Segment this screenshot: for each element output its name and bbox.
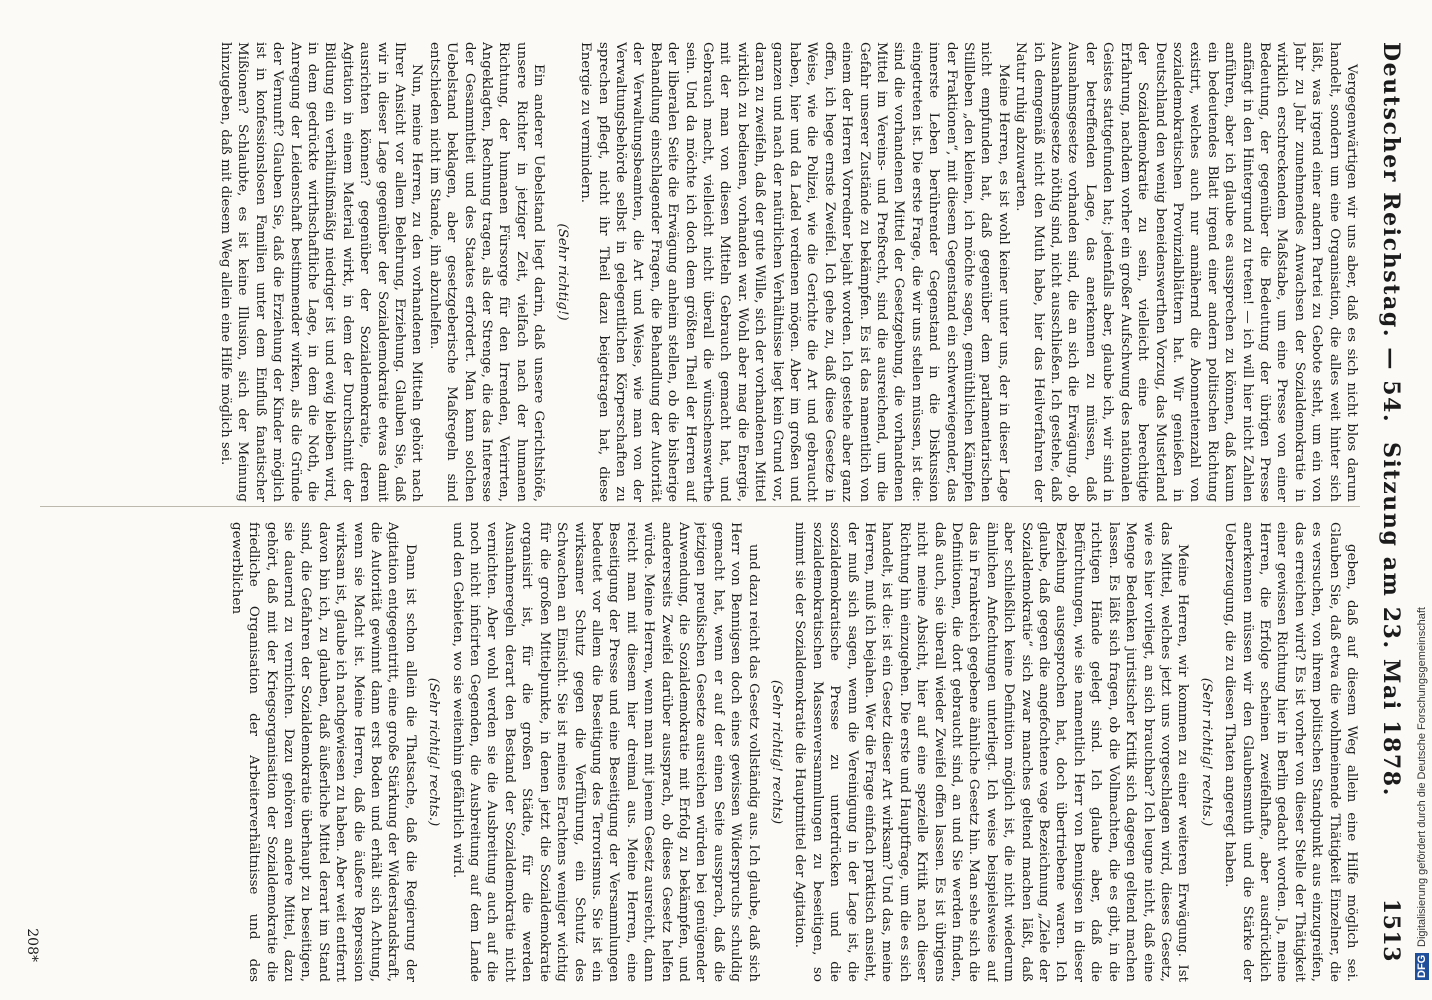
column-divider [40,506,1360,507]
rotated-page [6,12,1416,992]
left-text-column [20,42,1360,502]
paragraph: geben, daß auf diesem Weg allein eine Hilfe möglich sei. Glauben Sie, daß etwa die wohlmeinende Thätigkeit Einzelner, die es versuchen, von ihrem politischen Standpunkt aus einzugreifen, das erreichen wird? Es ist vorher von dieser Stelle der Thätigkeit einer gewissen Richtung hier in Berlin gedacht worden. Ja, meine Herren, die Erfolge scheinen zweifelhafte, aber ausdrücklich anerkennen müssen wir den Glaubensmuth und die Stärke der Ueberzeugung, die zu diesen Thaten angeregt haben. [1222,522,1359,982]
interjection: (Sehr richtig! rechts.) [1198,677,1214,827]
signature-mark: 208* [24,928,40,962]
document-page [6,12,1416,992]
paragraph: Dann ist schon allein die Thatsache, daß die Regierung der Agitation entgegentritt, eine große Stärkung der Widerstandskraft, die Autorität gewinnt dann erst Boden und erhält sich Achtung, wenn sie Macht ist. Meine Herren, daß die äußere Repression wirksam ist, glaube ich nachgewiesen zu haben. Aber weit entfernt davon bin ich, zu glauben, daß äußerliche Mittel derart im Stand sind, die Gefahren der Sozialdemokratie überhaupt zu beseitigen, sie dauernd zu vernichten. Dazu gehören andere Mittel, dazu gehört, daß mit der Kriegsorganisation der Sozialdemokratie die friedliche Organisation der Arbeiterverhältnisse und des gewerblichen [228,522,418,982]
paragraph: Meine Herren, wir kommen zu einer weiteren Erwägung. Ist das Mittel, welches jetzt uns vorgeschlagen wird, dieses Gesetz, wie es hier vorliegt, an sich brauchbar? Ich leugne nicht, daß eine Menge Bedenken juristischer Kritik sich dagegen geltend machen lassen. Es läßt sich fragen, ob die Vollmachten, die es gibt, in die richtigen Hände gelegt sind. Ich glaube aber, daß die Befürchtungen, wie sie namentlich Herr von Bennigsen in dieser Beziehung ausgesprochen hat, doch übertriebene waren. Ich glaube, daß gegen die angefochtene vage Bezeichnung „Ziele der Sozialdemokratie“ sich zwar manches geltend machen läßt, daß aber schließlich keine Definition möglich ist, die nicht wiederum ähnlichen Anfechtungen unterliegt. Ich weise beispielsweise auf das in Frankreich gegebene ähnliche Gesetz hin. Man sehe sich die Definitionen, die dort gebraucht sind, an und Sie werden finden, daß auch, sie überall wieder Zweifel offen lassen. Es ist übrigens nicht meine Absicht, hier auf eine spezielle Kritik nach dieser Richtung hin einzugehen. Die erste und Hauptfrage, um die es sich handelt, ist die: ist ein Gesetz dieser Art wirksam? Und das, meine Herren, muß ich bejahen. Wer die Frage einfach praktisch ansieht, der muß sich sagen, wenn die Vereinigung in der Lage ist, die sozialdemokratische Presse zu unterdrücken und die sozialdemokratischen Massenversammlungen zu beseitigen, so nimmt sie der Sozialdemokratie die Hauptmittel der Agitation. [792,522,1191,982]
header-publication: Deutscher Reichstag. — 54. [1378,42,1404,424]
interjection: (Sehr richtig! rechts) [769,679,784,825]
header-session-date: Sitzung am 23. Mai 1878. [1378,442,1404,797]
paragraph: Ein anderer Uebelstand liegt darin, daß unsere Gerichtshöfe, unsere Richter in jetziger Zeit, vielfach nach der humanen Richtung, der humanen Fürsorge für den Irrenden, Verirrten, Angeklagten, Rechnung tragen, als der Strenge, die das Interesse der Gesammtheit und des Staates erfordert. Man kann solchen Uebelstand beklagen, aber gesetzgeberische Maßregeln sind entschieden nicht im Stande, ihn abzuhelfen. [426,42,547,502]
paragraph: Meine Herren, es ist wohl keiner unter uns, der in dieser Lage nicht empfunden hat, daß gegenüber dem parlamentarischen Stillleben „den kleinen, ich möchte sagen, gemüthlichen Kämpfen der Fraktionen“, mit diesem Gegenstand ein schwerwiegender, das innerste Leben berührender Gegenstand in die Diskussion eingetreten ist. Die erste Frage, die wir uns stellen müssen, ist die: sind die vorhandenen Mittel der Gesetzgebung, die vorhandenen Mittel im Vereins- und Preßrecht, sind die ausreichend, um die Gefahr unserer Zustände zu bekämpfen. Es ist das namentlich von einem der Herren Vorredner bejaht worden. Ich gestehe aber ganz offen, ich hege ernste Zweifel. Ich gehe zu, daß diese Gesetze in Weise, wie die Polizei, wie die Gerichte die Art und gebraucht haben, hier und da Ladel verdienen mögen. Aber im großen und ganzen und nach der natürlichen Verhältnisse liegt kein Grund vor, daran zu zweifeln, daß der gute Wille, sich der vorhandenen Mittel wirklich zu bedienen, vorhanden war. Wohl aber mag die Energie, mit der man von diesen Mitteln Gebrauch gemacht hat, und Gebrauch macht, vielleicht nicht überall die wünschenswerthe sein. Und da möchte ich doch dem größten Theil der Herren auf der liberalen Seite die Erwägung anheim stellen, ob die bisherige Behandlung einschlagender Fragen, die Behandlung der Autorität der Verwaltungsbeamten, die Art und Weise, wie man von der Verwaltungsbehörde selbst in gelegentlichen Körperschaften zu sprechen pflegt, nicht ihr Theil dazu beigetragen hat, diese Energie zu vermindern. [578,42,1011,502]
interjection: (Sehr richtig! rechts.) [426,677,442,827]
right-text-column [20,522,1360,982]
paragraph: Vergegenwärtigen wir uns aber, daß es sich nicht blos darum handelt, sondern um eine Organisation, die alles weit hinter sich läßt, was irgend einer andern Partei zu Gebote steht, um ein von Jahr zu Jahr zunehmendes Anwachsen der Sozialdemokratie in wirklich erschreckendem Maßstabe, um eine Presse von einer Bedeutung, der gegenüber die Bedeutung der übrigen Presse anfängt in den Hintergrund zu treten! — ich will hier nicht Zahlen anführen, aber ich glaube es aussprechen zu können, daß kaum ein bedeutendes Blatt irgend einer andern politischen Richtung existirt, welches auch nur annähernd die Abonnentenzahl von sozialdemokratischen Provinzialblättern hat. Wir genießen in Deutschland den wenig beneidenswerthen Vorzug, das Musterland der Sozialdemokratie zu sein, vielleicht eine berechtigte Erfahrung, nachdem vorher ein großer Aufschwung des nationalen Geistes stattgefunden hat; jedenfalls aber, glaube ich, wir sind in der betreffenden Lage, das anerkennen zu müssen, daß Ausnahmsgesetze vorhanden sind, die an sich die Erwägung, ob Ausnahmsgesetze nöthig sind, nicht ausschließen. Ich gestehe, daß ich demgemäß nicht den Muth habe, hier das Heilverfahren der Natur ruhig abzuwarten. [1013,42,1359,502]
header-page-number: 1513 [1378,898,1404,962]
running-header [1372,42,1412,962]
paragraph: und dazu reicht das Gesetz vollständig aus. Ich glaube, daß sich Herr von Bennigsen doch eines gewissen Widerspruchs schuldig gemacht hat, wenn er auf der einen Seite aussprach, daß die jetzigen preußischen Gesetze ausreichen würden bei genügender Anwendung, die Sozialdemokratie mit Erfolg zu bekämpfen, und andererseits Zweifel darüber aussprach, ob dieses Gesetz helfen würde. Meine Herren, wenn man mit jenem Gesetz ausreicht, dann reicht man mit diesem hier dreimal aus. Meine Herren, eine Beseitigung der Presse und eine Beseitigung der Versammlungen bedeutet vor allem die Beseitigung des Terrorismus. Sie ist ein wirksamer Schutz gegen die Verführung, ein Schutz des Schwachen an Einsicht. Sie ist meines Erachtens weniger wichtig für die großen Mittelpunkte, in denen jetzt die Sozialdemokratie organisirt ist, für die großen Städte, für die werden Ausnahmeregeln derart den Bestand der Sozialdemokratie nicht vernichten. Aber wohl werden sie die Ausbreitung auch auf die noch nicht inficirten Gegenden, die Ausbreitung auf dem Lande und den Gebieten, wo sie weitenhin gefährlich wird. [449,522,761,982]
interjection: (Sehr richtig!) [554,223,570,321]
paragraph: Nun, meine Herren, zu den vorhandenen Mitteln gehört nach Ihrer Ansicht vor allem Belehrung, Erziehung. Glauben Sie, daß wir in dieser Lage gegenüber der Sozialdemokratie etwas damit ausrichten können? gegenüber der Sozialdemokratie, deren Agitation in einem Material wirkt, in dem der Durchschnitt der Bildung ein verhältnißmäßig niedriger ist und ewig bleiben wird, in dem gedrückte wirthschaftliche Lage, in dem die Noth, die Anregung der Leidenschaft bestimmender wirken, als die Gründe der Vernunft? Glauben Sie, daß die Erziehung der Kinder möglich ist in konfessionslosen Familien unter dem Einfluß fanatischer Mißionen? Schlaubte, es ist keine Illusion, sich der Meinung hinzugeben, daß mit diesem Weg allein eine Hilfe möglich sei. [218,42,425,502]
digitization-credit [1412,20,1432,980]
dfg-logo: DFG [1416,954,1428,978]
credit-text: Digitalisierung gefördert durch die Deutsche Forschungsgemeinschaft [1416,606,1428,947]
